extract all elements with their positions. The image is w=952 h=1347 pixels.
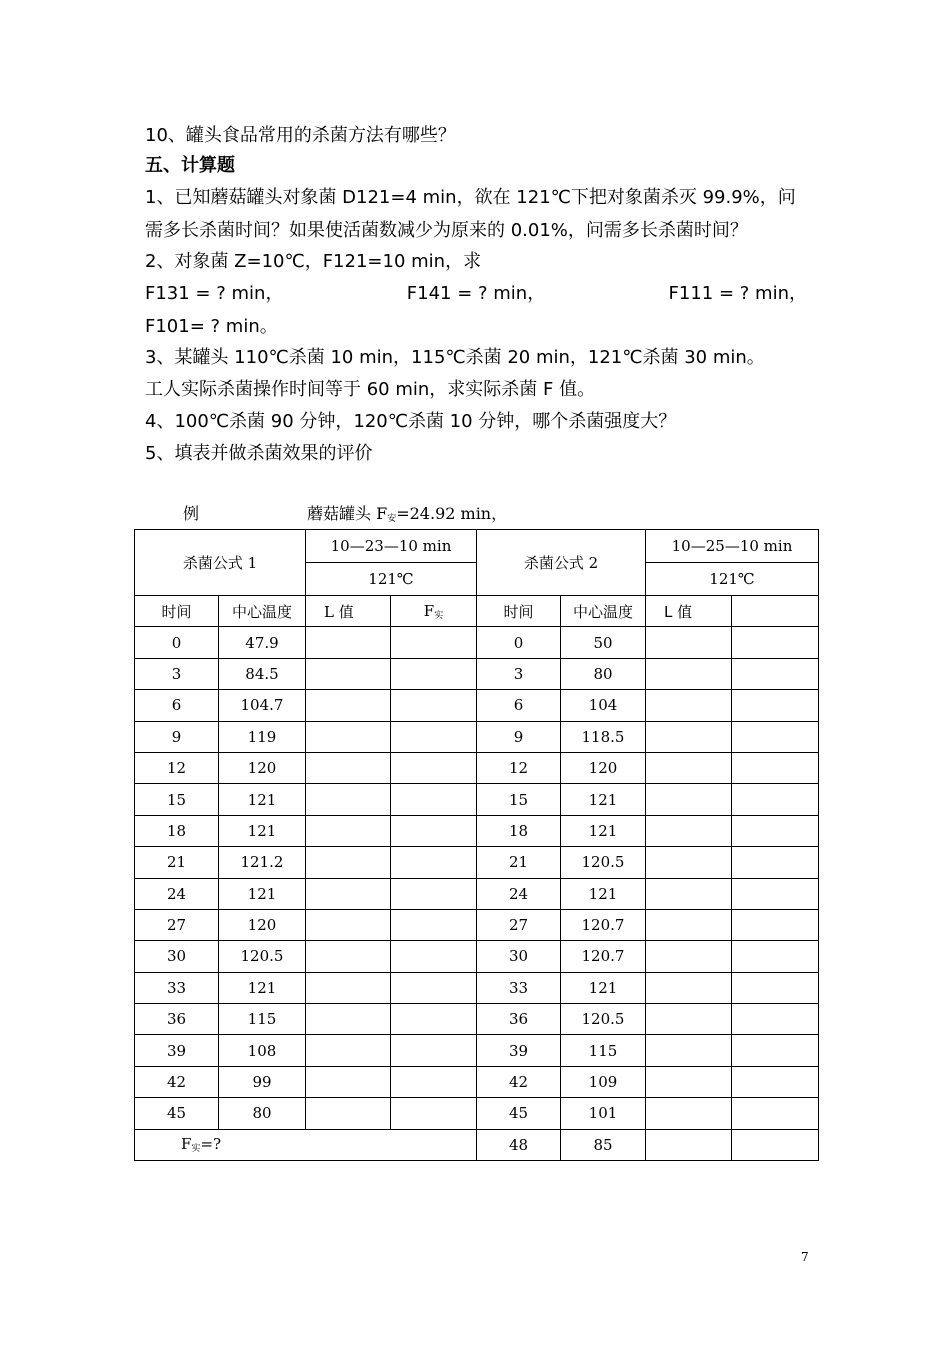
right-empty-cell xyxy=(732,847,819,878)
col-time-2: 时间 xyxy=(477,596,561,627)
right-l-cell xyxy=(646,815,732,846)
right-l-cell xyxy=(646,1066,732,1097)
table-row xyxy=(135,690,819,721)
col-center-temp-2: 中心温度 xyxy=(561,596,646,627)
problem-2: 2、对象菌 Z=10℃，F121=10 min，求 xyxy=(145,251,482,272)
sterilization-table xyxy=(134,529,819,1161)
col-f-value xyxy=(391,596,477,627)
right-l-cell xyxy=(646,909,732,940)
left-time-cell: 39 xyxy=(135,1035,219,1066)
left-temp-cell: 119 xyxy=(219,721,306,752)
right-l-cell xyxy=(646,1035,732,1066)
right-empty-cell xyxy=(732,752,819,783)
left-l-cell xyxy=(306,658,391,689)
right-l-cell xyxy=(646,972,732,1003)
right-empty-cell xyxy=(732,1129,819,1160)
table-row xyxy=(135,752,819,783)
left-time-cell: 0 xyxy=(135,627,219,658)
left-time-cell: 27 xyxy=(135,909,219,940)
left-l-cell xyxy=(306,815,391,846)
left-f-cell xyxy=(391,878,477,909)
left-f-cell xyxy=(391,627,477,658)
left-f-cell xyxy=(391,690,477,721)
left-f-cell xyxy=(391,815,477,846)
right-l-cell xyxy=(646,941,732,972)
left-time-cell: 12 xyxy=(135,752,219,783)
left-l-cell xyxy=(306,1004,391,1035)
left-f-cell xyxy=(391,941,477,972)
right-temp-cell: 120 xyxy=(561,752,646,783)
question-10: 10、罐头食品常用的杀菌方法有哪些？ xyxy=(145,125,456,146)
right-time-cell: 30 xyxy=(477,941,561,972)
left-f-cell xyxy=(391,909,477,940)
left-time-cell: 18 xyxy=(135,815,219,846)
right-temp-cell: 85 xyxy=(561,1129,646,1160)
f111-text: F111 = ? min， xyxy=(668,283,807,304)
left-f-cell xyxy=(391,1066,477,1097)
formula-1-label: 杀菌公式 1 xyxy=(135,530,306,596)
right-empty-cell xyxy=(732,1035,819,1066)
left-temp-cell: 84.5 xyxy=(219,658,306,689)
left-temp-cell: 120 xyxy=(219,752,306,783)
left-time-cell: 21 xyxy=(135,847,219,878)
right-time-cell: 39 xyxy=(477,1035,561,1066)
page-number: 7 xyxy=(801,1250,809,1264)
f-values-row xyxy=(145,282,807,306)
left-temp-cell: 104.7 xyxy=(219,690,306,721)
example-label: 例 xyxy=(183,504,200,523)
left-l-cell xyxy=(306,941,391,972)
problem-3-line-2: 工人实际杀菌操作时间等于 60 min，求实际杀菌 F 值。 xyxy=(145,379,596,400)
table-row xyxy=(135,815,819,846)
f-shi-main: F xyxy=(181,1135,192,1154)
right-empty-cell xyxy=(732,815,819,846)
left-l-cell xyxy=(306,784,391,815)
left-time-cell: 45 xyxy=(135,1098,219,1129)
table-row xyxy=(135,721,819,752)
right-temp-cell: 120.7 xyxy=(561,941,646,972)
left-temp-cell: 108 xyxy=(219,1035,306,1066)
right-l-cell xyxy=(646,627,732,658)
formula-2-temp: 121℃ xyxy=(646,563,819,596)
left-time-cell: 30 xyxy=(135,941,219,972)
right-temp-cell: 121 xyxy=(561,878,646,909)
f131-text: F131 = ? min， xyxy=(145,283,284,304)
right-l-cell xyxy=(646,878,732,909)
left-temp-cell: 121 xyxy=(219,972,306,1003)
formula-1-value: 10—23—10 min xyxy=(306,530,477,563)
formula-1-temp: 121℃ xyxy=(306,563,477,596)
table-row xyxy=(135,847,819,878)
right-temp-cell: 118.5 xyxy=(561,721,646,752)
right-temp-cell: 101 xyxy=(561,1098,646,1129)
example-text-post: =24.92 min， xyxy=(396,504,508,523)
f-shi-total xyxy=(135,1129,477,1160)
left-l-cell xyxy=(306,972,391,1003)
col-time: 时间 xyxy=(135,596,219,627)
left-time-cell: 36 xyxy=(135,1004,219,1035)
right-time-cell: 3 xyxy=(477,658,561,689)
right-empty-cell xyxy=(732,690,819,721)
table-row xyxy=(135,1098,819,1129)
right-empty-cell xyxy=(732,1004,819,1035)
col-f-sub: 实 xyxy=(434,610,444,621)
col-l-value: L 值 xyxy=(306,596,391,627)
right-l-cell xyxy=(646,752,732,783)
formula-2-value: 10—25—10 min xyxy=(646,530,819,563)
left-time-cell: 6 xyxy=(135,690,219,721)
problem-1-line-2: 需多长杀菌时间？如果使活菌数减少为原来的 0.01%，问需多长杀菌时间？ xyxy=(145,220,748,241)
right-empty-cell xyxy=(732,721,819,752)
example-subscript: 安 xyxy=(387,514,397,524)
right-empty-cell xyxy=(732,909,819,940)
left-temp-cell: 121 xyxy=(219,878,306,909)
left-l-cell xyxy=(306,878,391,909)
right-temp-cell: 120.5 xyxy=(561,847,646,878)
left-f-cell xyxy=(391,847,477,878)
right-l-cell xyxy=(646,1004,732,1035)
left-temp-cell: 115 xyxy=(219,1004,306,1035)
table-row xyxy=(135,1129,819,1160)
table-row xyxy=(135,658,819,689)
right-time-cell: 21 xyxy=(477,847,561,878)
left-temp-cell: 121 xyxy=(219,784,306,815)
table-row xyxy=(135,941,819,972)
table-row xyxy=(135,909,819,940)
left-temp-cell: 121 xyxy=(219,815,306,846)
table-row xyxy=(135,784,819,815)
right-time-cell: 36 xyxy=(477,1004,561,1035)
right-temp-cell: 50 xyxy=(561,627,646,658)
left-f-cell xyxy=(391,1004,477,1035)
table-row xyxy=(135,1035,819,1066)
left-temp-cell: 80 xyxy=(219,1098,306,1129)
right-time-cell: 6 xyxy=(477,690,561,721)
right-temp-cell: 80 xyxy=(561,658,646,689)
right-time-cell: 45 xyxy=(477,1098,561,1129)
right-temp-cell: 109 xyxy=(561,1066,646,1097)
right-temp-cell: 121 xyxy=(561,784,646,815)
right-time-cell: 12 xyxy=(477,752,561,783)
left-f-cell xyxy=(391,1035,477,1066)
table-row xyxy=(135,1066,819,1097)
problem-1-line-1: 1、已知蘑菇罐头对象菌 D121=4 min，欲在 121℃下把对象菌杀灭 99.9%，问 xyxy=(145,187,796,208)
left-f-cell xyxy=(391,1098,477,1129)
right-temp-cell: 121 xyxy=(561,972,646,1003)
example-text-pre: 蘑菇罐头 F xyxy=(307,504,388,523)
right-empty-cell xyxy=(732,1098,819,1129)
right-empty-cell xyxy=(732,1066,819,1097)
right-empty-cell xyxy=(732,658,819,689)
right-l-cell xyxy=(646,658,732,689)
right-time-cell: 9 xyxy=(477,721,561,752)
left-l-cell xyxy=(306,1098,391,1129)
left-l-cell xyxy=(306,847,391,878)
right-l-cell xyxy=(646,847,732,878)
table-row xyxy=(135,972,819,1003)
col-center-temp: 中心温度 xyxy=(219,596,306,627)
section-heading: 五、计算题 xyxy=(145,155,235,176)
right-temp-cell: 115 xyxy=(561,1035,646,1066)
table-row xyxy=(135,627,819,658)
col-empty xyxy=(732,596,819,627)
right-l-cell xyxy=(646,721,732,752)
right-time-cell: 33 xyxy=(477,972,561,1003)
left-temp-cell: 121.2 xyxy=(219,847,306,878)
left-f-cell xyxy=(391,784,477,815)
f141-text: F141 = ? min， xyxy=(406,283,546,304)
left-time-cell: 9 xyxy=(135,721,219,752)
right-empty-cell xyxy=(732,941,819,972)
left-f-cell xyxy=(391,658,477,689)
left-f-cell xyxy=(391,752,477,783)
left-l-cell xyxy=(306,909,391,940)
left-temp-cell: 120.5 xyxy=(219,941,306,972)
right-empty-cell xyxy=(732,972,819,1003)
table-row xyxy=(135,1004,819,1035)
right-l-cell xyxy=(646,690,732,721)
right-time-cell: 42 xyxy=(477,1066,561,1097)
left-l-cell xyxy=(306,1035,391,1066)
example-text xyxy=(307,502,507,531)
left-l-cell xyxy=(306,1066,391,1097)
right-time-cell: 15 xyxy=(477,784,561,815)
f101-text: F101= ? min。 xyxy=(145,316,278,337)
left-l-cell xyxy=(306,721,391,752)
left-f-cell xyxy=(391,972,477,1003)
left-f-cell xyxy=(391,721,477,752)
left-time-cell: 33 xyxy=(135,972,219,1003)
left-l-cell xyxy=(306,752,391,783)
right-time-cell: 18 xyxy=(477,815,561,846)
left-l-cell xyxy=(306,690,391,721)
problem-5: 5、填表并做杀菌效果的评价 xyxy=(145,443,373,464)
right-temp-cell: 120.7 xyxy=(561,909,646,940)
formula-2-label: 杀菌公式 2 xyxy=(477,530,646,596)
f-shi-sub: 实 xyxy=(191,1144,201,1155)
right-temp-cell: 104 xyxy=(561,690,646,721)
right-empty-cell xyxy=(732,784,819,815)
left-temp-cell: 99 xyxy=(219,1066,306,1097)
problem-3-line-1: 3、某罐头 110℃杀菌 10 min，115℃杀菌 20 min，121℃杀菌 30 min。 xyxy=(145,347,765,368)
right-time-cell: 48 xyxy=(477,1129,561,1160)
left-time-cell: 15 xyxy=(135,784,219,815)
left-temp-cell: 47.9 xyxy=(219,627,306,658)
right-temp-cell: 121 xyxy=(561,815,646,846)
left-l-cell xyxy=(306,627,391,658)
right-temp-cell: 120.5 xyxy=(561,1004,646,1035)
left-time-cell: 42 xyxy=(135,1066,219,1097)
right-time-cell: 0 xyxy=(477,627,561,658)
table-row xyxy=(135,878,819,909)
right-time-cell: 27 xyxy=(477,909,561,940)
right-time-cell: 24 xyxy=(477,878,561,909)
right-empty-cell xyxy=(732,878,819,909)
col-f-main: F xyxy=(423,601,435,620)
right-l-cell xyxy=(646,1129,732,1160)
right-l-cell xyxy=(646,1098,732,1129)
problem-4: 4、100℃杀菌 90 分钟，120℃杀菌 10 分钟，哪个杀菌强度大？ xyxy=(145,411,677,432)
right-empty-cell xyxy=(732,627,819,658)
f-shi-post: =? xyxy=(200,1135,222,1154)
left-temp-cell: 120 xyxy=(219,909,306,940)
left-time-cell: 24 xyxy=(135,878,219,909)
col-l-value-2: L 值 xyxy=(646,596,732,627)
left-time-cell: 3 xyxy=(135,658,219,689)
right-l-cell xyxy=(646,784,732,815)
